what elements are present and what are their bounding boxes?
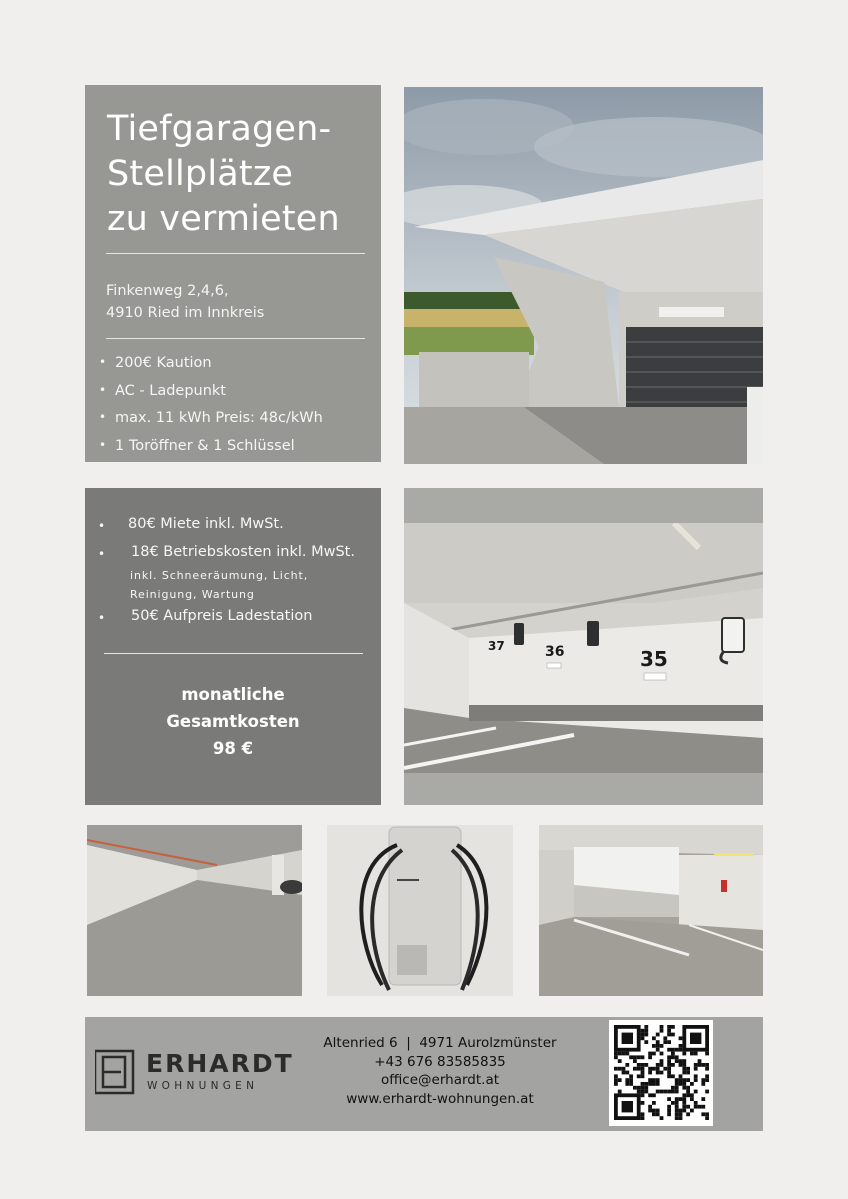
contact-info — [305, 1034, 575, 1108]
list-item: • AC - Ladepunkt — [99, 377, 323, 405]
total-amount: 98 € — [212, 739, 254, 758]
garage-hall-photo — [87, 825, 302, 996]
total-cost — [85, 681, 381, 762]
contact-address: Altenried 6 | 4971 Aurolzmünster — [323, 1035, 557, 1051]
title-line-3: zu vermieten — [107, 199, 340, 239]
address — [106, 280, 264, 324]
info-panel — [85, 85, 381, 462]
contact-phone[interactable]: +43 676 83585835 — [374, 1053, 506, 1070]
list-item: • 200€ Kaution — [99, 349, 323, 377]
contact-email[interactable]: office@erhardt.at — [380, 1072, 500, 1088]
qr-code[interactable] — [609, 1020, 713, 1126]
company-subtitle: WOHNUNGEN — [147, 1080, 259, 1092]
list-item: • 1 Toröffner & 1 Schlüssel — [99, 432, 323, 460]
wallbox-charger-photo — [327, 825, 513, 996]
feature-list — [99, 349, 323, 459]
contact-website[interactable]: www.erhardt-wohnungen.at — [346, 1090, 534, 1107]
bullet: • — [98, 547, 106, 561]
garage-entrance-photo — [404, 87, 763, 464]
list-item: • max. 11 kWh Preis: 48c/kWh — [99, 404, 323, 432]
parking-bays-photo — [404, 488, 763, 805]
bullet: • — [98, 611, 106, 625]
total-line-1: monatliche — [181, 685, 285, 704]
title-line-1: Tiefgaragen- — [107, 109, 332, 149]
parking-number-37: 37 — [488, 639, 505, 653]
price-panel: • 80€ Miete inkl. MwSt. • 18€ Betriebskosten inkl. MwSt. inkl. Schneeräumung, Licht, Reinigung, Wartung • 50€ Aufpreis Ladestation monatliche Gesamtkosten 98 € — [85, 488, 381, 805]
divider — [106, 338, 365, 339]
parking-number-36: 36 — [545, 644, 565, 660]
garage-exit-photo — [539, 825, 763, 996]
page-title — [107, 107, 377, 242]
company-name: ERHARDT — [146, 1049, 294, 1078]
total-line-2: Gesamtkosten — [166, 712, 300, 731]
bullet: • — [98, 519, 106, 533]
parking-number-35: 35 — [640, 647, 668, 671]
address-line-1: Finkenweg 2,4,6, — [106, 283, 229, 299]
divider — [106, 253, 365, 254]
company-logo — [95, 1049, 295, 1099]
footer — [85, 1017, 763, 1131]
divider — [104, 653, 363, 654]
address-line-2: 4910 Ried im Innkreis — [106, 305, 265, 321]
title-line-2: Stellplätze — [107, 154, 294, 194]
